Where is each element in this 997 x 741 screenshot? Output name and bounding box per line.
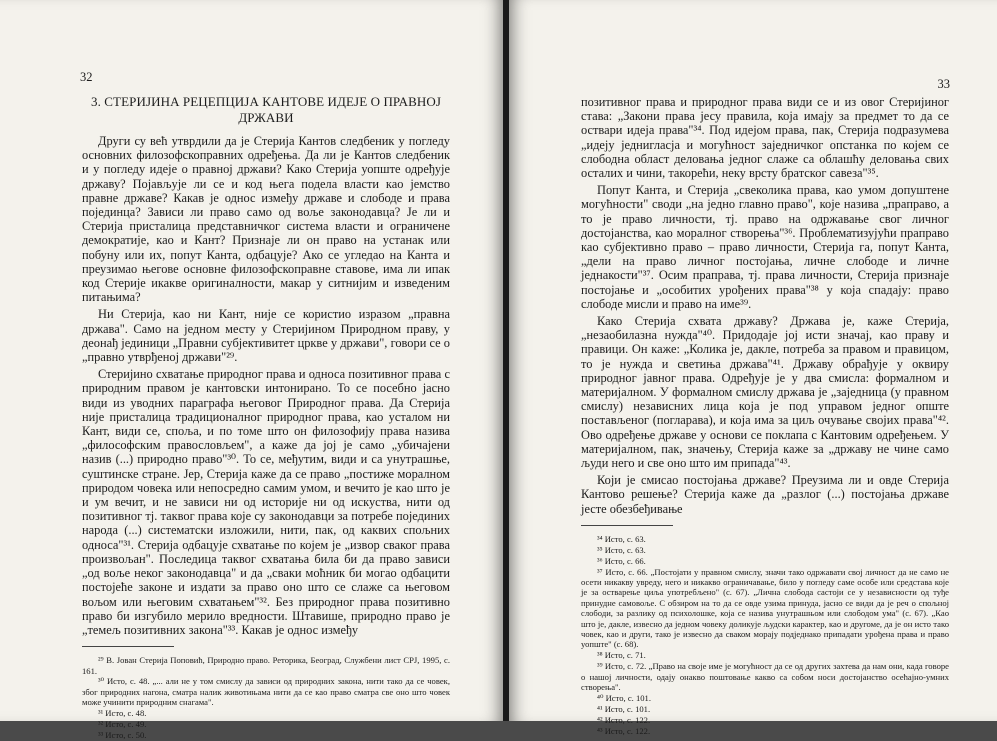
footnote-rule <box>82 646 174 647</box>
page-number: 32 <box>80 70 93 84</box>
footnote: ³⁶ Исто, с. 66. <box>597 555 646 566</box>
footnote: ³⁹ Исто, с. 72. „Право на своје име је могућност да се од других захтева да нам они, када говоре о нашој личности, одају онакво поштовање какво са собом носи достојанство осећајно-умних створења". <box>581 661 949 693</box>
body-paragraph: Ни Стерија, као ни Кант, није се користио изразом „правна држава". Само на једном месту у Стеријином Природном праву, у деонађ јединици „Правни субјективитет цркве у држави", говори се о „правно утврђеној држави"²⁹. <box>82 307 450 365</box>
footnote: ⁴⁰ Исто, с. 101. <box>597 692 651 703</box>
page-number: 33 <box>937 77 950 91</box>
footnote-rule <box>581 525 673 526</box>
chapter-title: 3. СТЕРИЈИНА РЕЦЕПЦИЈА КАНТОВЕ ИДЕЈЕ О ПРАВНОЈ ДРЖАВИ <box>90 94 441 125</box>
footnote: ⁴³ Исто, с. 122. <box>597 725 651 736</box>
left-text-column <box>82 94 450 741</box>
right-text-column <box>581 95 949 737</box>
footnote: ³⁰ Исто, с. 48. „... али не у том смислу да зависи од природних закона, нити тако да се човек, због природних нагона, сматра налик животињама нити да се као право сматра све оно што човек може учинити природним снагама". <box>82 676 450 708</box>
body-paragraph: Стеријино схватање природног права и односа позитивног права с природним правом је кантовски интонирано. То се посебно јасно види из уводних параграфа његовог Природног права. Да Стерија није присталица традиционалног природног права, као усталом ни Кант, види се, споља, и по томе што он филозофију права назива „философским правословљем", а каже да јој је само „убичајени назив (...) природно право"³⁰. То се, међутим, види и са унутрашње, суштинске стране. Јер, Стерија каже да се право „постиже моралном природом човека или непосредно самим умом, и вечито је као што је и ум вечит, и не зависи ни од историје ни од искуства, нити од позитивног тј. таквог права које су законодавци за потребе појединих народа (...) систематски изложили, нити, пак, од каквих спољних односа"³¹. Стерија одбацује схватање по којем је „извор сваког права произвољан". Последица таквог схватања била би да право зависи „од воље неког законодавца" и да „сваки моћник би могао одбацити постојеће законе и издати за право оно што се слаже са његовом вољом или његовим схватањем"³². Без природног права позитивно право би изгубило мерило вредности. Штавише, природно право је „темељ позитивних закона"³³. Какав је однос између <box>82 367 450 637</box>
right-page <box>509 0 997 736</box>
footnote: ⁴² Исто, с. 122. <box>597 714 651 725</box>
footnote: ³⁵ Исто, с. 63. <box>597 544 646 555</box>
footnote: ³⁷ Исто, с. 66. „Постојати у правном смислу, значи тако одржавати свој личност да не само не осети никакву увреду, него и никакво ограничавање, било у погледу саме особе или средстава које је за остварење циља употребљено" (с. 67). „Лична слобода састоји се у независности од туђе принудне самовоље. С обзиром на то да се овде узима принуда, јасно се види да је реч о спољној слободи, за разлику од психолошке, која се назива унутрашњом или слободом ума" (с. 67). „Као што је, дакле, извесно да једном човеку доликује људски карактер, као и другоме, да је он исто тако човек, као и други, тако је извесно да сваком морају подједнако припадати урођена права и право уопште" (с. 68). <box>581 566 949 650</box>
footnote: ⁴¹ Исто, с. 101. <box>597 703 651 714</box>
body-paragraph: Други су већ утврдили да је Стерија Кантов следбеник у погледу основних филозофскоправних одређења. Да ли је Кантов следбеник и у погледу идеје о правној држави? Како Стерија уопште одређује државу? Појављује ли се и код њега подела власти као јемство правне државе? Какав је однос између државе и слободе и права појединца? Зависи ли право само од воље законодавца? Је ли и Стерија присталица представничког система власти и ограничене демократије, као и Кант? Признаје ли он право на устанак или побуну или их, попут Канта, одбацује? Ако се угледао на Канта и преузимао његове основне филозофскоправне ставове, има ли ипак код Стерије икакве оригиналности, макар у ситнијим и изведеним питањима? <box>82 134 450 305</box>
footnote: ³⁴ Исто, с. 63. <box>597 533 646 544</box>
footnote: ³² Исто, с. 49. <box>98 719 147 730</box>
footnote: ³³ Исто, с. 50. <box>98 729 147 740</box>
body-paragraph: позитивног права и природног права види се и из овог Стеријиног става: „Закони права јесу правила, која имају за предмет то да се оствари идеја права"³⁴. Под идејом права, пак, Стерија подразумева „идеју једнигласја и могућност заједничког опстанка по којем се слободна област деловања једног слаже са облашћу деловања свих осталих и чини, такорећи, неку врсту братског савеза"³⁵. <box>581 95 949 181</box>
footnote: ²⁹ В. Јован Стерија Поповић, Природно право. Реторика, Београд, Службени лист СРЈ, 1995, с. 161. <box>82 655 450 676</box>
footnote: ³¹ Исто, с. 48. <box>98 708 147 719</box>
body-paragraph: Који је смисао постојања државе? Преузима ли и овде Стерија Кантово решење? Стерија каже да „разлог (...) постојања државе јесте обезбеђивање <box>581 473 949 516</box>
body-paragraph: Како Стерија схвата државу? Држава је, каже Стерија, „незаобилазна нужда"⁴⁰. Придодаје јој исти значај, као праву и правици. Он каже: „Колика је, дакле, потреба за правом и правицом, то је нужда и светиња држава"⁴¹. Државу обрађује у оквиру природног јавног права. Одређује је у два смисла: формалном и материјалном. У формалном смислу држава је „заједница (у правном смислу) независних лица која је под управом једног опште постављеног (погларава), и која има за циљ очување својих права"⁴². Ово одређење државе у основи се поклапа с Кантовим одређењем. У материјалном, пак, значењу, Стерија каже за „државу не чине само људи него и све оно што им припада"⁴³. <box>581 314 949 471</box>
footnote: ³⁸ Исто, с. 71. <box>597 650 646 661</box>
body-paragraph: Попут Канта, и Стерија „свеколика права, као умом допуштене могућности" своди „на једно главно право", које назива „прaправо, а то је право личности, тј. право на одржавање свог личног достојанства, као моралног створења"³⁶. Проблематизујући прaправо као субјективно право – право личности, Стерија га, попут Канта, „дели на право личног постојања, личне слободе и личне једнакости"³⁷. Осим прaправа, тј. права личности, Стерија признаје постојање и „особитих урођених права"³⁸ у која спадају: право слободе мисли и право на име³⁹. <box>581 183 949 311</box>
